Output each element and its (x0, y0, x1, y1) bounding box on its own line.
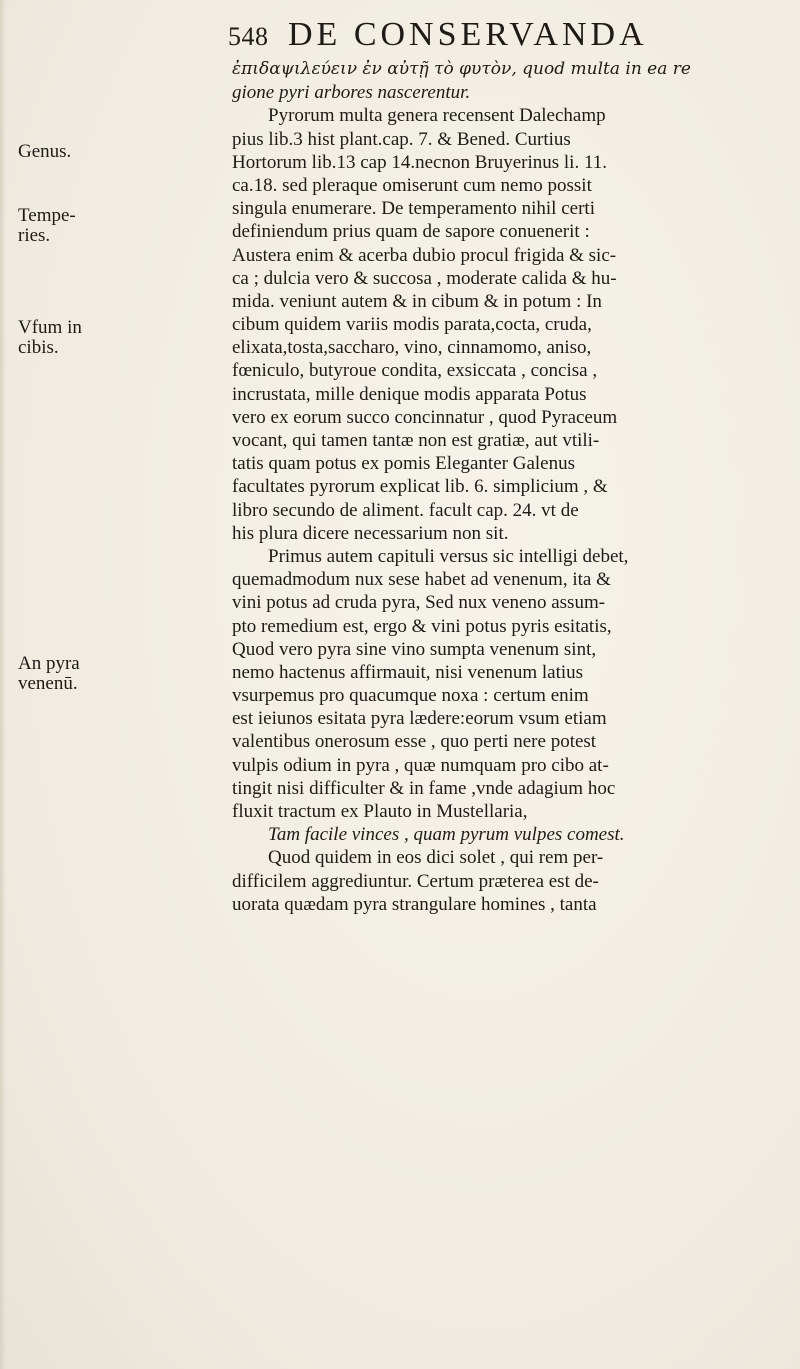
text-line: vini potus ad cruda pyra, Sed nux veneno assum- (232, 592, 606, 614)
text-line: uorata quædam pyra strangulare homines , tanta (232, 893, 597, 915)
text-line: cibum quidem variis modis parata,cocta, cruda, (232, 314, 592, 336)
text-line: mida. veniunt autem & in cibum & in potum : In (232, 290, 602, 312)
text-line: fœniculo, butyroue condita, exsiccata , concisa , (232, 360, 598, 382)
text-line: pius lib.3 hist plant.cap. 7. & Bened. Curtius (232, 128, 571, 150)
text-line: fluxit tractum ex Plauto in Mustellaria, (232, 801, 528, 822)
text-line: Pyrorum multa genera recensent Dalechamp (268, 105, 606, 127)
text-line: tatis quam potus ex pomis Eleganter Galenus (232, 453, 575, 475)
text-line: vero ex eorum succo concinnatur , quod Pyraceum (232, 406, 618, 428)
margin-note-line: cibis. (18, 337, 59, 358)
text-line: ἐπιδαψιλεύειν ἐν αὐτῇ τὸ φυτὸν, quod multa in ea re (232, 59, 691, 79)
margin-note-line: An pyra (18, 653, 80, 674)
margin-notes (0, 0, 228, 1369)
text-line: difficilem aggrediuntur. Certum præterea est de- (232, 870, 599, 892)
running-head: DE CONSERVANDA (288, 16, 648, 53)
text-line: ca ; dulcia vero & succosa , moderate calida & hu- (232, 267, 617, 289)
text-line: facultates pyrorum explicat lib. 6. simplicium , & (232, 476, 608, 498)
margin-note-line: ries. (18, 225, 51, 246)
page-header (228, 16, 788, 56)
text-line: pto remedium est, ergo & vini potus pyris esitatis, (232, 615, 612, 637)
text-line: elixata,tosta,saccharo, vino, cinnamomo, aniso, (232, 337, 592, 359)
text-line: libro secundo de aliment. facult cap. 24. vt de (232, 499, 579, 521)
text-line: Quod vero pyra sine vino sumpta venenum sint, (232, 638, 597, 660)
text-line: his plura dicere necessarium non sit. (232, 522, 509, 544)
text-line: quemadmodum nux sese habet ad venenum, ita & (232, 569, 611, 591)
text-line: incrustata, mille denique modis apparata Potus (232, 383, 587, 405)
text-line: ca.18. sed pleraque omiserunt cum nemo possit (232, 174, 592, 196)
text-line: singula enumerare. De temperamento nihil certi (232, 198, 595, 220)
text-line: Tam facile vinces , quam pyrum vulpes comest. (268, 824, 625, 846)
text-line: vsurpemus pro quacumque noxa : certum enim (232, 685, 589, 707)
margin-note-temperies (18, 206, 76, 246)
margin-note-vsum-in-cibis (18, 318, 82, 358)
margin-note-line: venenū. (18, 673, 78, 694)
text-line: est ieiunos esitata pyra lædere:eorum vsum etiam (232, 708, 607, 730)
text-line: nemo hactenus affirmauit, nisi venenum latius (232, 661, 584, 683)
margin-note-line: Tempe- (18, 205, 76, 226)
text-line: Austera enim & acerba dubio procul frigida & sic- (232, 244, 617, 266)
margin-note-line: Vfum in (18, 317, 82, 338)
text-line: Hortorum lib.13 cap 14.necnon Bruyerinus li. 11. (232, 151, 608, 173)
margin-note-genus (18, 142, 71, 162)
text-line: Primus autem capituli versus sic intelligi debet, (268, 545, 629, 567)
text-line: definiendum prius quam de sapore conuenerit : (232, 221, 590, 243)
margin-note-line: Genus. (18, 141, 72, 162)
text-line: tingit nisi difficulter & in fame ,vnde adagium hoc (232, 777, 616, 799)
text-line: valentibus onerosum esse , quo perti nere potest (232, 731, 597, 753)
text-line: vocant, qui tamen tantæ non est gratiæ, aut vtili- (232, 430, 600, 451)
text-line: Quod quidem in eos dici solet , qui rem per- (268, 847, 604, 869)
text-line: vulpis odium in pyra , quæ numquam pro cibo at- (232, 754, 609, 776)
page-number: 548 (228, 22, 269, 51)
text-line: gione pyri arbores nascerentur. (232, 82, 471, 104)
margin-note-an-pyra-venenum (18, 654, 80, 694)
body-text (232, 58, 788, 916)
